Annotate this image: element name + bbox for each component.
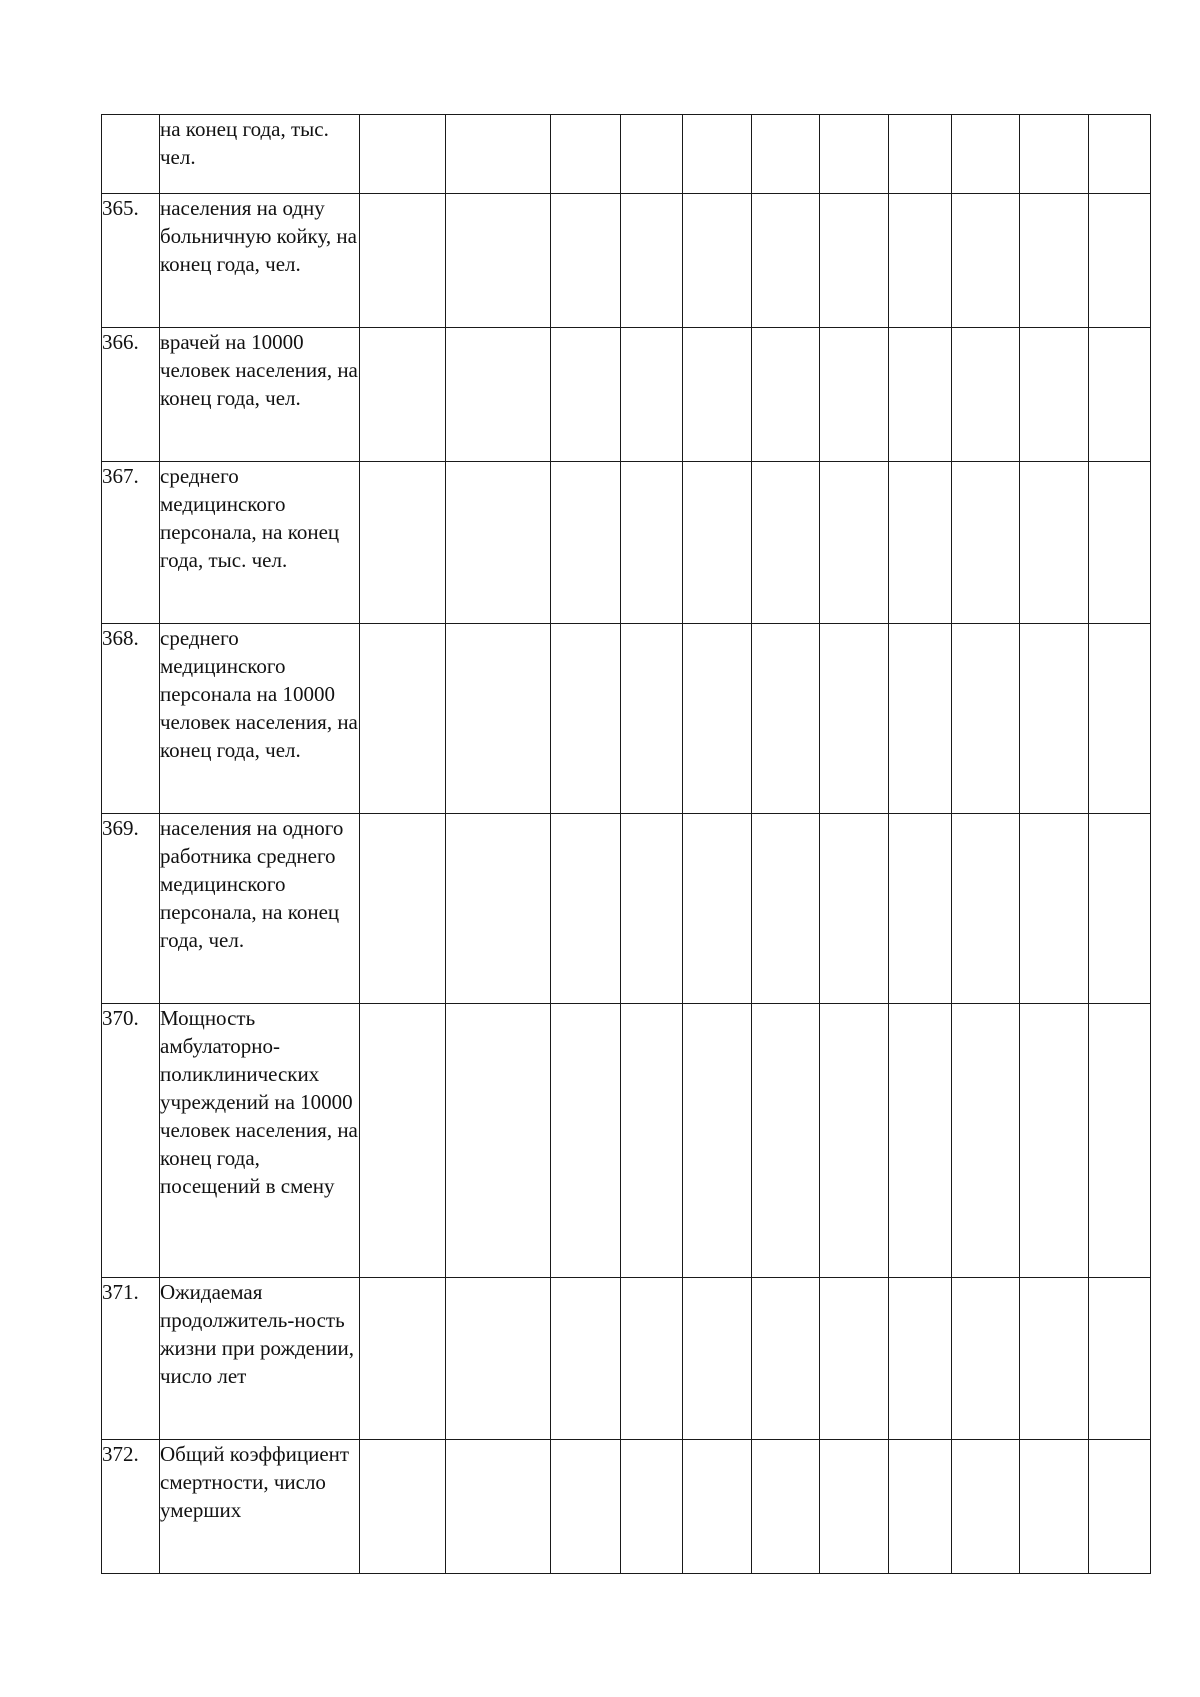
table-row	[102, 814, 1151, 1004]
empty-cell	[952, 1004, 1020, 1278]
row-label: Мощность амбулаторно-поликлинических учреждений на 10000 человек населения, на конец года, посещений в смену	[160, 1004, 360, 1278]
table-row	[102, 624, 1151, 814]
empty-cell	[889, 624, 952, 814]
empty-cell	[752, 624, 820, 814]
empty-cell	[551, 1004, 621, 1278]
empty-cell	[683, 1278, 752, 1440]
empty-cell	[952, 115, 1020, 194]
empty-cell	[1020, 1440, 1089, 1574]
empty-cell	[889, 115, 952, 194]
row-number: 370.	[102, 1004, 160, 1278]
empty-cell	[752, 115, 820, 194]
row-label: населения на одну больничную койку, на конец года, чел.	[160, 194, 360, 328]
empty-cell	[1089, 462, 1151, 624]
empty-cell	[360, 1278, 446, 1440]
empty-cell	[820, 1440, 889, 1574]
empty-cell	[952, 1440, 1020, 1574]
empty-cell	[683, 328, 752, 462]
empty-cell	[360, 328, 446, 462]
empty-cell	[446, 1278, 551, 1440]
empty-cell	[446, 1440, 551, 1574]
row-number: 368.	[102, 624, 160, 814]
empty-cell	[446, 194, 551, 328]
empty-cell	[360, 1004, 446, 1278]
empty-cell	[1089, 115, 1151, 194]
empty-cell	[820, 1278, 889, 1440]
empty-cell	[1089, 1004, 1151, 1278]
empty-cell	[551, 462, 621, 624]
empty-cell	[1020, 194, 1089, 328]
empty-cell	[752, 1440, 820, 1574]
empty-cell	[1089, 1440, 1151, 1574]
empty-cell	[683, 115, 752, 194]
row-number: 365.	[102, 194, 160, 328]
empty-cell	[1020, 462, 1089, 624]
empty-cell	[446, 328, 551, 462]
empty-cell	[621, 1004, 683, 1278]
empty-cell	[952, 462, 1020, 624]
empty-cell	[889, 462, 952, 624]
empty-cell	[889, 814, 952, 1004]
row-label: врачей на 10000 человек населения, на конец года, чел.	[160, 328, 360, 462]
row-number: 372.	[102, 1440, 160, 1574]
empty-cell	[683, 624, 752, 814]
row-label: Общий коэффициент смертности, число умерших	[160, 1440, 360, 1574]
empty-cell	[551, 194, 621, 328]
table-row	[102, 462, 1151, 624]
empty-cell	[1020, 115, 1089, 194]
empty-cell	[683, 814, 752, 1004]
empty-cell	[820, 462, 889, 624]
empty-cell	[360, 624, 446, 814]
row-number: 367.	[102, 462, 160, 624]
empty-cell	[820, 328, 889, 462]
indicator-table	[101, 114, 1151, 1574]
empty-cell	[446, 462, 551, 624]
empty-cell	[820, 194, 889, 328]
empty-cell	[820, 1004, 889, 1278]
empty-cell	[752, 1278, 820, 1440]
empty-cell	[446, 1004, 551, 1278]
table-row	[102, 1278, 1151, 1440]
empty-cell	[1089, 194, 1151, 328]
empty-cell	[551, 1440, 621, 1574]
empty-cell	[889, 194, 952, 328]
empty-cell	[621, 814, 683, 1004]
row-label: среднего медицинского персонала на 10000 человек населения, на конец года, чел.	[160, 624, 360, 814]
empty-cell	[1089, 328, 1151, 462]
empty-cell	[360, 1440, 446, 1574]
table-row	[102, 194, 1151, 328]
empty-cell	[360, 115, 446, 194]
empty-cell	[1020, 1278, 1089, 1440]
row-number: 366.	[102, 328, 160, 462]
empty-cell	[446, 624, 551, 814]
empty-cell	[360, 814, 446, 1004]
empty-cell	[683, 194, 752, 328]
empty-cell	[820, 814, 889, 1004]
empty-cell	[551, 328, 621, 462]
table-row	[102, 1004, 1151, 1278]
empty-cell	[683, 1440, 752, 1574]
table-row	[102, 1440, 1151, 1574]
row-number: 371.	[102, 1278, 160, 1440]
table-row	[102, 328, 1151, 462]
empty-cell	[889, 1278, 952, 1440]
row-label: среднего медицинского персонала, на конец года, тыс. чел.	[160, 462, 360, 624]
empty-cell	[360, 462, 446, 624]
empty-cell	[752, 1004, 820, 1278]
empty-cell	[551, 115, 621, 194]
empty-cell	[1020, 814, 1089, 1004]
empty-cell	[752, 462, 820, 624]
empty-cell	[446, 115, 551, 194]
empty-cell	[889, 328, 952, 462]
empty-cell	[621, 194, 683, 328]
empty-cell	[1089, 814, 1151, 1004]
empty-cell	[820, 115, 889, 194]
empty-cell	[1020, 328, 1089, 462]
empty-cell	[1089, 624, 1151, 814]
empty-cell	[752, 814, 820, 1004]
empty-cell	[621, 115, 683, 194]
empty-cell	[621, 1440, 683, 1574]
empty-cell	[752, 194, 820, 328]
row-label: Ожидаемая продолжитель-ность жизни при рождении, число лет	[160, 1278, 360, 1440]
empty-cell	[752, 328, 820, 462]
empty-cell	[1020, 624, 1089, 814]
empty-cell	[683, 1004, 752, 1278]
empty-cell	[446, 814, 551, 1004]
empty-cell	[683, 462, 752, 624]
empty-cell	[1020, 1004, 1089, 1278]
empty-cell	[952, 328, 1020, 462]
empty-cell	[621, 328, 683, 462]
empty-cell	[621, 462, 683, 624]
row-label: населения на одного работника среднего медицинского персонала, на конец года, чел.	[160, 814, 360, 1004]
empty-cell	[551, 1278, 621, 1440]
empty-cell	[551, 814, 621, 1004]
empty-cell	[952, 194, 1020, 328]
empty-cell	[621, 1278, 683, 1440]
row-number	[102, 115, 160, 194]
row-label: на конец года, тыс. чел.	[160, 115, 360, 194]
empty-cell	[621, 624, 683, 814]
empty-cell	[952, 1278, 1020, 1440]
empty-cell	[889, 1004, 952, 1278]
empty-cell	[889, 1440, 952, 1574]
empty-cell	[360, 194, 446, 328]
empty-cell	[820, 624, 889, 814]
empty-cell	[952, 814, 1020, 1004]
empty-cell	[551, 624, 621, 814]
empty-cell	[952, 624, 1020, 814]
table-row	[102, 115, 1151, 194]
empty-cell	[1089, 1278, 1151, 1440]
row-number: 369.	[102, 814, 160, 1004]
